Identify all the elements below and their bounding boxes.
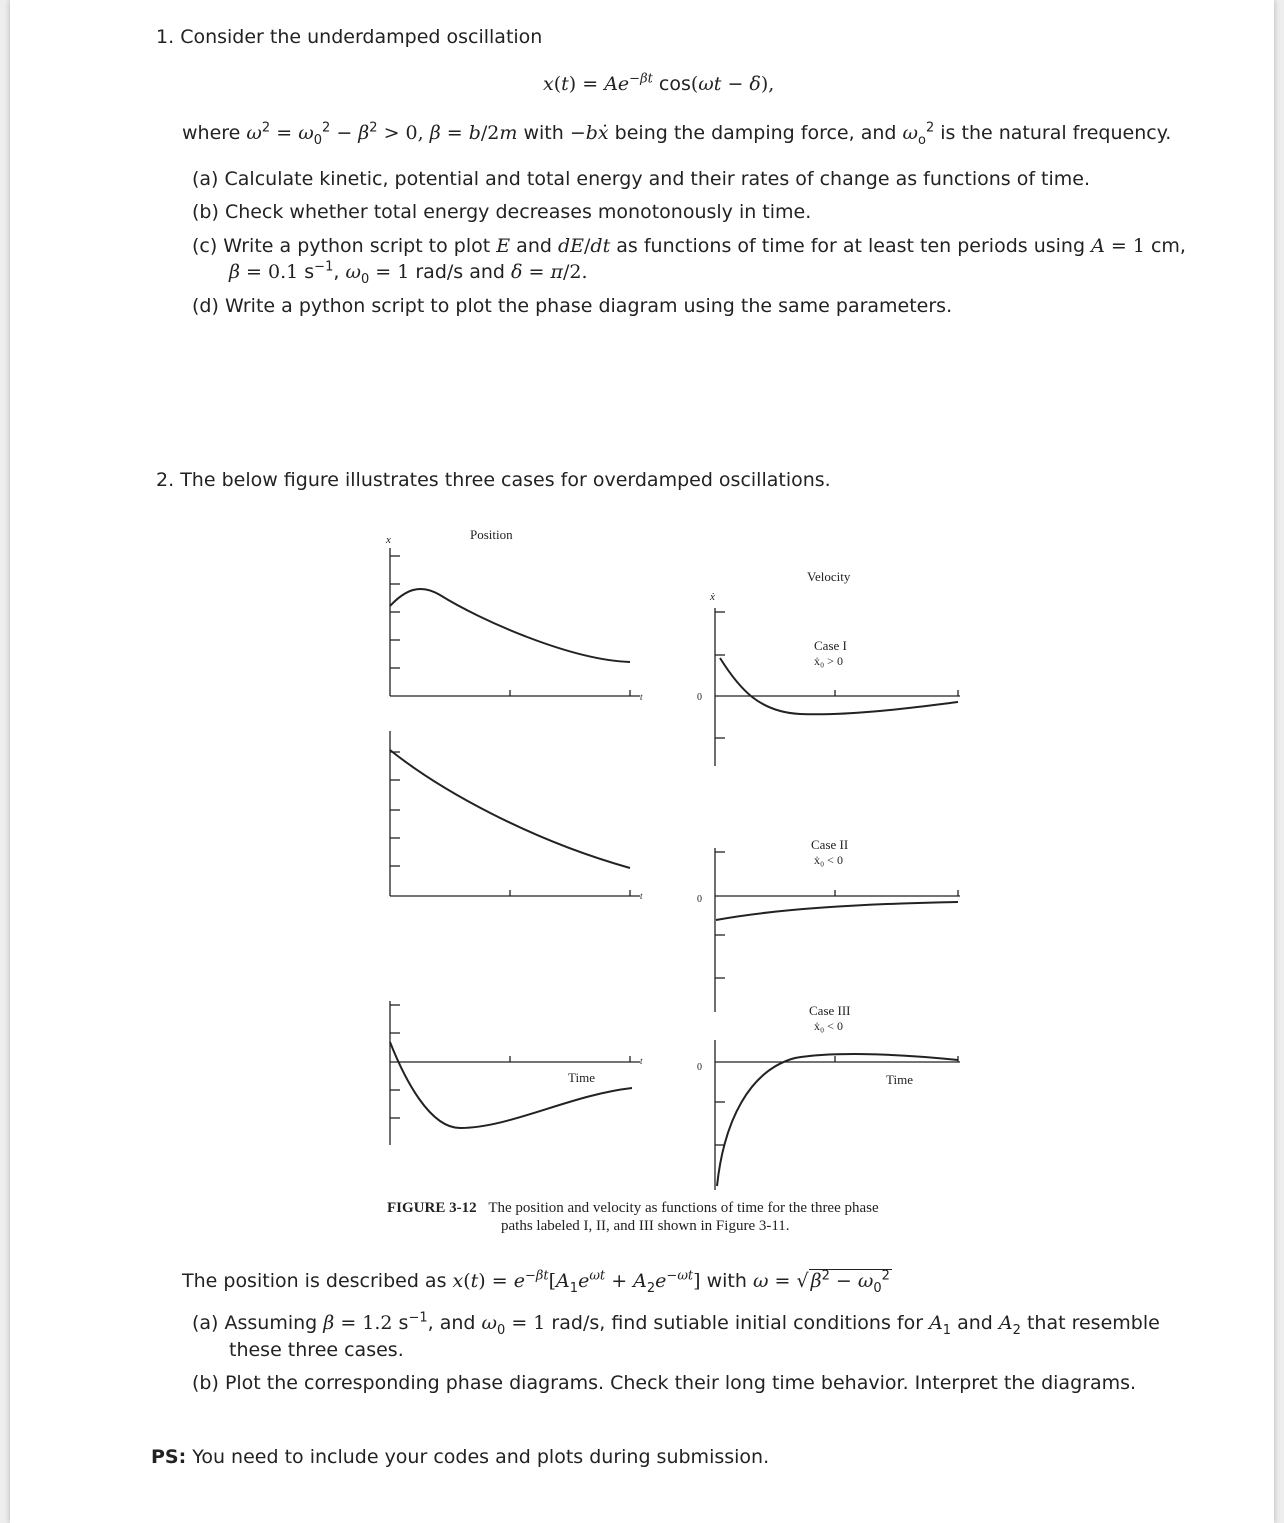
position-curve-case2 <box>390 750 630 868</box>
case2-condition: ẋ₀ < 0 <box>814 853 843 867</box>
problem1-number: 1. <box>156 26 175 48</box>
document-page <box>10 0 1274 1523</box>
position-curve-case1 <box>390 589 630 662</box>
problem1-where: where $\omega^2 = \omega_0^2 - \beta^2 > 0$, β = b/2m with −bẋ being the damping force, and $\omega_o^2$ is the natural frequency. <box>182 120 1172 148</box>
x-axis-symbol: x <box>386 534 391 546</box>
overdamped-figure <box>10 0 1274 1523</box>
position-case1-axes <box>390 548 640 696</box>
figure-caption-line1: The position and velocity as functions of time for the three phase <box>488 1200 879 1216</box>
time-label-position: Time <box>568 1070 595 1085</box>
problem1-part-b: (b) Check whether total energy decreases monotonously in time. <box>192 201 812 223</box>
velocity-case1-axes <box>715 608 960 766</box>
ps-note <box>151 1445 769 1469</box>
velocity-curve-case2 <box>716 902 958 920</box>
problem2-number: 2. <box>156 469 175 491</box>
zero-case2: 0 <box>697 894 702 905</box>
problem1-part-d: (d) Write a python script to plot the phase diagram using the same parameters. <box>192 295 953 317</box>
case3-condition: ẋ₀ < 0 <box>814 1019 843 1033</box>
figure-caption-line2: paths labeled I, II, and III shown in Figure 3-11. <box>501 1218 790 1234</box>
case1-name: Case I <box>814 638 847 653</box>
velocity-curve-case3 <box>717 1054 958 1186</box>
position-case2-axes <box>390 731 640 896</box>
problem1-part-a: (a) Calculate kinetic, potential and total energy and their rates of change as functions of time. <box>192 168 1091 190</box>
problem2-part-b: (b) Plot the corresponding phase diagrams. Check their long time behavior. Interpret the diagrams. <box>192 1372 1137 1394</box>
case2-name: Case II <box>811 837 849 852</box>
figure-caption <box>387 1199 879 1217</box>
time-label-velocity: Time <box>886 1072 913 1087</box>
zero-case1: 0 <box>697 692 702 703</box>
position-title: Position <box>470 527 513 542</box>
t-symbol-case3: t <box>640 1056 643 1066</box>
velocity-case3-axes <box>715 1040 960 1190</box>
problem2-part-a-cont: these three cases. <box>229 1339 404 1361</box>
t-symbol-case1: t <box>640 692 643 702</box>
position-curve-case3 <box>390 1042 632 1128</box>
ps-text: You need to include your codes and plots during submission. <box>192 1446 770 1468</box>
ps-label: PS: <box>151 1446 187 1468</box>
zero-case3: 0 <box>697 1062 702 1073</box>
problem1-equation: $x(t) = Ae^{-\beta t}$ cos(ωt − δ), <box>543 71 775 95</box>
case1-condition: ẋ₀ > 0 <box>814 654 843 668</box>
problem1-part-c: (c) Write a python script to plot E and dE/dt as functions of time for at least ten periods using A = 1 cm, <box>192 235 1186 257</box>
problem1-part-c-cont: β = 0.1 $s^{-1}$, $\omega_0 = 1$ rad/s and δ = π/2. <box>229 259 588 287</box>
problem2-intro: The below figure illustrates three cases for overdamped oscillations. <box>180 469 831 491</box>
problem2-part-a: (a) Assuming β = 1.2 $s^{-1}$, and $\omega_0 = 1$ rad/s, find sutiable initial conditions for $A_1$ and $A_2$ that resemble <box>192 1310 1160 1338</box>
problem2-position-equation: The position is described as $x(t) = e^{-\beta t}[A_1e^{\omega t} + A_2e^{-\omega t}]$ with ω = √ $\beta^2 - \omega_0^2$ <box>182 1268 890 1296</box>
case3-name: Case III <box>809 1003 851 1018</box>
t-symbol-case2: t <box>640 891 643 901</box>
v-axis-symbol: ẋ <box>710 591 715 603</box>
position-case3-axes <box>390 1001 640 1145</box>
velocity-title: Velocity <box>807 569 851 584</box>
figure-caption-label: FIGURE 3-12 <box>387 1200 477 1216</box>
velocity-case2-axes <box>715 848 960 1012</box>
problem1-intro: Consider the underdamped oscillation <box>180 26 543 48</box>
